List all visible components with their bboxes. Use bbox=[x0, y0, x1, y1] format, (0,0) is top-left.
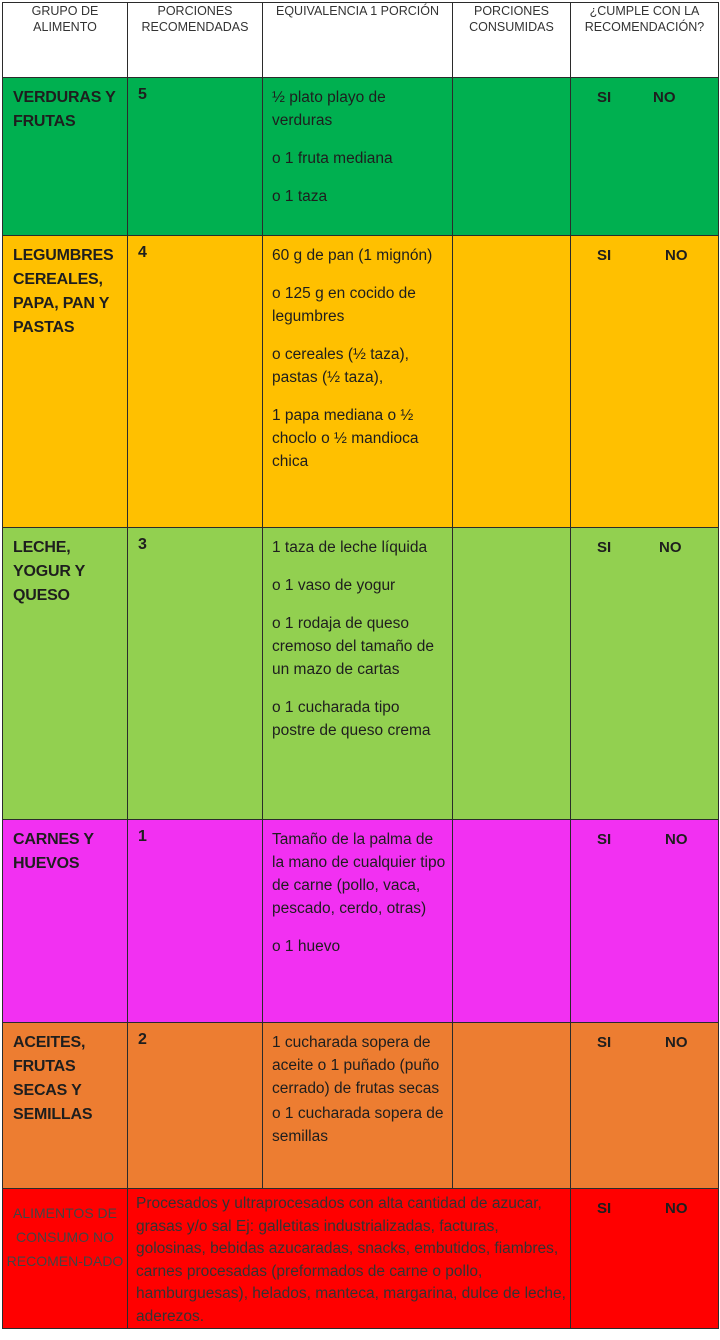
option-no[interactable]: NO bbox=[659, 539, 682, 556]
equivalence-item: o 1 taza bbox=[272, 188, 328, 205]
food-group-table bbox=[2, 2, 719, 1329]
row-legumbres-cereales bbox=[3, 236, 719, 528]
consumed-portions-cell[interactable] bbox=[453, 1023, 571, 1189]
header-grupo: GRUPO DE ALIMENTO bbox=[3, 3, 128, 78]
equivalence-list bbox=[263, 1023, 453, 1189]
option-si[interactable]: SI bbox=[597, 539, 612, 556]
option-si[interactable]: SI bbox=[597, 1200, 612, 1217]
equivalence-item: 1 cucharada sopera de aceite o 1 puñado (puño cerrado) de frutas secas bbox=[272, 1034, 440, 1097]
equivalence-item: o 125 g en cocido de legumbres bbox=[272, 285, 416, 325]
option-si[interactable]: SI bbox=[597, 89, 612, 106]
equivalence-item: o 1 fruta mediana bbox=[272, 150, 393, 167]
row-leche-yogur-queso bbox=[3, 528, 719, 820]
equivalence-item: 1 papa mediana o ½ choclo o ½ mandioca chica bbox=[272, 407, 419, 470]
equivalence-item: 1 taza de leche líquida bbox=[272, 539, 428, 556]
equivalence-item: o 1 cucharada tipo postre de queso crema bbox=[272, 699, 431, 739]
header-cumple: ¿CUMPLE CON LA RECOMENDACIÓN? bbox=[571, 3, 719, 78]
equivalence-item: o 1 huevo bbox=[272, 938, 341, 955]
compliance-cell bbox=[571, 1189, 719, 1329]
option-si[interactable]: SI bbox=[597, 831, 612, 848]
row-verduras-frutas bbox=[3, 78, 719, 236]
equivalence-list bbox=[263, 236, 453, 528]
option-no[interactable]: NO bbox=[665, 247, 688, 264]
compliance-cell bbox=[571, 1023, 719, 1189]
equivalence-list bbox=[263, 78, 453, 236]
equivalence-item: Tamaño de la palma de la mano de cualquier tipo de carne (pollo, vaca, pescado, cerdo, otras) bbox=[272, 831, 446, 917]
compliance-cell bbox=[571, 78, 719, 236]
consumed-portions-cell[interactable] bbox=[453, 236, 571, 528]
option-si[interactable]: SI bbox=[597, 247, 612, 264]
header-equivalencia: EQUIVALENCIA 1 PORCIÓN bbox=[263, 3, 453, 78]
option-no[interactable]: NO bbox=[665, 831, 688, 848]
no-recommended-description: Procesados y ultraprocesados con alta cantidad de azucar, grasas y/o sal Ej: galletitas industrializadas, facturas, golosinas, bebidas azucaradas, snacks, embutidos, fiambres, carnes procesadas (preformados de carne o pollo, hamburguesas), helados, manteca, margarina, dulce de leche, aderezos. bbox=[128, 1189, 571, 1329]
equivalence-list bbox=[263, 820, 453, 1023]
row-no-recomendado bbox=[3, 1189, 719, 1329]
recommended-portions: 4 bbox=[128, 236, 263, 528]
equivalence-item: o cereales (½ taza), pastas (½ taza), bbox=[272, 346, 409, 386]
option-no[interactable]: NO bbox=[653, 89, 676, 106]
header-row bbox=[3, 3, 719, 78]
equivalence-item: 60 g de pan (1 mignón) bbox=[272, 247, 433, 264]
compliance-cell bbox=[571, 820, 719, 1023]
recommended-portions: 2 bbox=[128, 1023, 263, 1189]
group-name: LECHE, YOGUR Y QUESO bbox=[3, 528, 128, 820]
consumed-portions-cell[interactable] bbox=[453, 528, 571, 820]
group-name: ACEITES, FRUTAS SECAS Y SEMILLAS bbox=[3, 1023, 128, 1189]
row-carnes-huevos bbox=[3, 820, 719, 1023]
option-si[interactable]: SI bbox=[597, 1034, 612, 1051]
equivalence-item: ½ plato playo de verduras bbox=[272, 89, 386, 129]
option-no[interactable]: NO bbox=[665, 1200, 688, 1217]
compliance-cell bbox=[571, 528, 719, 820]
equivalence-item: o 1 vaso de yogur bbox=[272, 577, 396, 594]
recommended-portions: 5 bbox=[128, 78, 263, 236]
consumed-portions-cell[interactable] bbox=[453, 820, 571, 1023]
group-name: VERDURAS Y FRUTAS bbox=[3, 78, 128, 236]
group-name: LEGUMBRES CEREALES, PAPA, PAN Y PASTAS bbox=[3, 236, 128, 528]
recommended-portions: 3 bbox=[128, 528, 263, 820]
compliance-cell bbox=[571, 236, 719, 528]
equivalence-item: o 1 cucharada sopera de semillas bbox=[272, 1105, 444, 1145]
group-name: ALIMENTOS DE CONSUMO NO RECOMEN-DADO bbox=[3, 1189, 128, 1329]
equivalence-list bbox=[263, 528, 453, 820]
equivalence-item: o 1 rodaja de queso cremoso del tamaño de un mazo de cartas bbox=[272, 615, 434, 678]
option-no[interactable]: NO bbox=[665, 1034, 688, 1051]
consumed-portions-cell[interactable] bbox=[453, 78, 571, 236]
recommended-portions: 1 bbox=[128, 820, 263, 1023]
row-aceites-frutas-secas bbox=[3, 1023, 719, 1189]
group-name: CARNES Y HUEVOS bbox=[3, 820, 128, 1023]
header-porciones-recomendadas: PORCIONES RECOMENDADAS bbox=[128, 3, 263, 78]
header-porciones-consumidas: PORCIONES CONSUMIDAS bbox=[453, 3, 571, 78]
